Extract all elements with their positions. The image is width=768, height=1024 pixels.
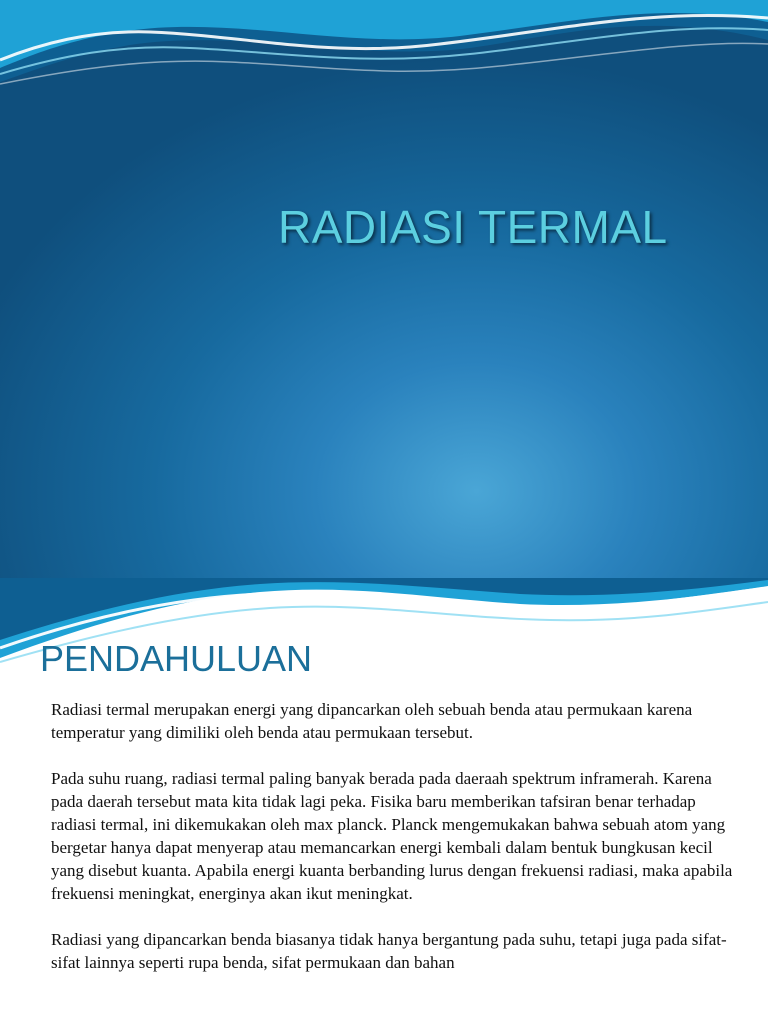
body-text [51,698,741,997]
paragraph: Pada suhu ruang, radiasi termal paling banyak berada pada daeraah spektrum inframerah. Karena pada daerah tersebut mata kita tidak lagi peka. Fisika baru memberikan tafsiran benar terhadap radiasi termal, ini dikemukakan oleh max planck. Planck mengemukakan bahwa sebuah atom yang bergetar hanya dapat menyerap atau memancarkan energi kembali dalam bentuk bungkusan kecil yang disebut kuanta. Apabila energi kuanta berbanding lurus dengan frekuensi radiasi, maka apabila frekuensi meningkat, energinya akan ikut meningkat. [51,769,733,903]
slide-title: RADIASI TERMAL [278,201,668,253]
paragraph: Radiasi yang dipancarkan benda biasanya tidak hanya bergantung pada suhu, tetapi juga pada sifat-sifat lainnya seperti rupa benda, sifat permukaan dan bahan [51,930,727,972]
section-heading: PENDAHULUAN [40,638,313,679]
paragraph: Radiasi termal merupakan energi yang dipancarkan oleh sebuah benda atau permukaan karena temperatur yang dimiliki oleh benda atau permukaan tersebut. [51,700,693,742]
content-slide [0,578,768,1024]
top-wave-decoration [0,0,768,120]
